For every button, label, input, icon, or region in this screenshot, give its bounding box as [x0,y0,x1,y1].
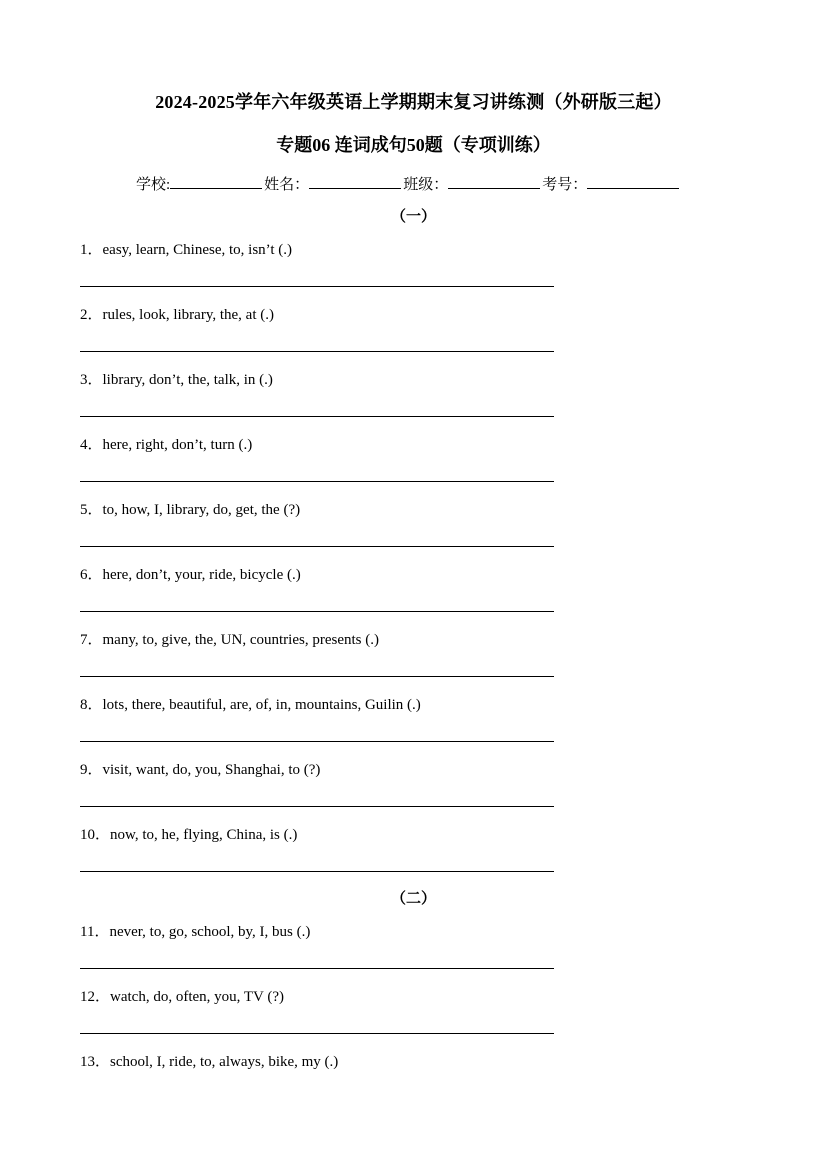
section-heading-2: （二） [390,891,436,907]
answer-line[interactable] [80,968,554,969]
answer-line[interactable] [80,286,554,287]
question-item: 13．school, I, ride, to, always, bike, my (.) [80,1054,339,1070]
question-item: 10．now, to, he, flying, China, is (.) [80,827,298,843]
page-title: 2024-2025学年六年级英语上学期期末复习讲练测（外研版三起） [155,92,672,112]
exam-number-label: 考号： [542,177,588,193]
name-blank[interactable] [309,174,401,189]
question-item: 7．many, to, give, the, UN, countries, presents (.) [80,632,379,648]
answer-line[interactable] [80,416,554,417]
answer-line[interactable] [80,676,554,677]
question-item: 4．here, right, don’t, turn (.) [80,437,253,453]
class-blank[interactable] [448,174,540,189]
school-label: 学校: [136,177,171,193]
question-item: 11．never, to, go, school, by, I, bus (.) [80,924,311,940]
answer-line[interactable] [80,871,554,872]
question-item: 9．visit, want, do, you, Shanghai, to (?) [80,762,321,778]
answer-line[interactable] [80,481,554,482]
question-item: 2．rules, look, library, the, at (.) [80,307,274,323]
question-item: 3．library, don’t, the, talk, in (.) [80,372,273,388]
answer-line[interactable] [80,546,554,547]
student-info-row [136,173,681,194]
question-item: 8．lots, there, beautiful, are, of, in, mountains, Guilin (.) [80,697,421,713]
answer-line[interactable] [80,611,554,612]
question-item: 5．to, how, I, library, do, get, the (?) [80,502,301,518]
page-subtitle: 专题06 连词成句50题（专项训练） [276,135,551,155]
class-label: 班级： [403,177,449,193]
answer-line[interactable] [80,351,554,352]
school-blank[interactable] [170,174,262,189]
question-item: 6．here, don’t, your, ride, bicycle (.) [80,567,301,583]
answer-line[interactable] [80,1033,554,1034]
answer-line[interactable] [80,741,554,742]
exam-number-blank[interactable] [587,174,679,189]
answer-line[interactable] [80,806,554,807]
name-label: 姓名： [264,177,310,193]
question-item: 12．watch, do, often, you, TV (?) [80,989,285,1005]
section-heading-1: （一） [390,209,436,225]
question-item: 1．easy, learn, Chinese, to, isn’t (.) [80,242,293,258]
